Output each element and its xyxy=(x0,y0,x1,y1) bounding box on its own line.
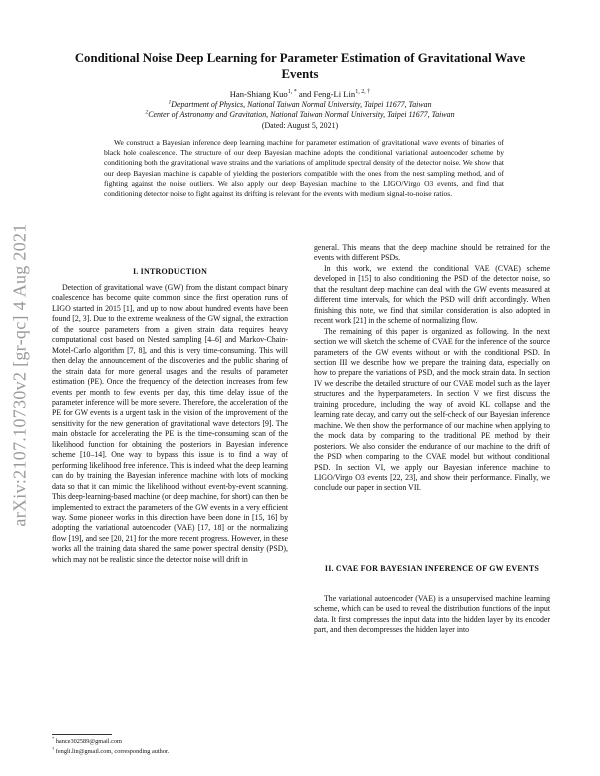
author-separator: and xyxy=(296,89,314,99)
right-column xyxy=(314,243,550,494)
section-heading: II. CVAE FOR BAYESIAN INFERENCE OF GW EVENTS xyxy=(324,564,540,573)
author-superscript: 1, 2, † xyxy=(355,89,371,96)
affiliation-mark: 1 xyxy=(168,99,172,106)
paragraph: In this work, we extend the conditional VAE (CVAE) scheme developed in [15] to also conditioning the PSD of the detector noise, so that the resultant deep machine can deal with the GW events measured at different time intervals, for which the PSD will drift accordingly. When finishing this note, we find that similar consideration is also adopted in recent work [21] in the scheme of normalizing flow. xyxy=(314,263,550,326)
affiliation-mark: 2 xyxy=(145,109,149,116)
author-line xyxy=(60,89,540,99)
paragraph: Detection of gravitational wave (GW) from the distant compact binary coalescence has become quite common since the first operation runs of LIGO started in 2015 [1], and up to now about hundred events have been found [2, 3]. Due to the extreme weakness of the GW signal, the extraction of the source parameters from a given strain data requires heavy computational cost based on Nested sampling [4–6] and Markov-Chain-Motel-Carlo algorithm [7, 8], and this is very time-consuming. This will then delay the announcement of the discoveries and the public sharing of the strain data for more general usages and the results of parameter estimation (PE). Once the frequency of the detection increases from few events per month to few events per day, this time delay issue of the parameter inference will be more severe. Therefore, the acceleration of the PE for GW events is a urgent task in the vision of the improvement of the sensitivity for the new generation of gravitational wave detectors [9]. The main obstacle for accelerating the PE is the time-consuming scan of the likelihood function for obtaining the posteriors in Bayesian inference scheme [10–14]. One way to bypass this issue is to find a way of performing likelihood free inference. This is indeed what the deep learning can do by training the Bayesian inference machine with lots of mocking data so that it can mimic the likelihood without event-by-event scanning. This deep-learning-based machine (or deep machine, for short) can then be implemented to extract the parameters of the GW events in a very efficient way. Some pioneer works in this direction have been done in [15, 16] by adopting the variational autoencoder (VAE) [17, 18] or the normalizing flow [19], and see [20, 21] for the more recent progress. However, in these works all the training data shared the same power spectral density (PSD), which may not be realistic since the detector noise will drift in xyxy=(52,283,288,564)
paper-title: Conditional Noise Deep Learning for Parameter Estimation of Gravitational Wave Events xyxy=(74,51,526,81)
affiliations xyxy=(60,100,540,120)
author-superscript: 1, * xyxy=(287,89,297,96)
date-line: (Dated: August 5, 2021) xyxy=(261,121,339,130)
footnote xyxy=(52,745,292,755)
paragraph: general. This means that the deep machine should be retrained for the events with different PSDs. xyxy=(314,243,550,263)
arxiv-identifier-sidebar xyxy=(8,210,32,540)
affiliation-text: Department of Physics, National Taiwan Normal University, Taipei 11677, Taiwan xyxy=(171,100,432,109)
footnote-mark: † xyxy=(52,745,55,751)
left-column xyxy=(52,283,288,565)
affiliation xyxy=(60,100,540,110)
footnote-rule xyxy=(52,734,112,735)
section-heading: I. INTRODUCTION xyxy=(132,267,208,276)
author-name: Feng-Li Lin xyxy=(313,89,356,99)
affiliation xyxy=(60,110,540,120)
paragraph: The remaining of this paper is organized as following. In the next section we will sketch the scheme of CVAE for the inference of the source parameters of the GW events without or with the conditional PSD. In section III we describe how we prepare the training data, especially on how to prepare the variations of PSD, and the mock strain data. In section IV we describe the detailed structure of our CVAE model such as the layer structures and the hyperparameters. In section V we first discuss the training procedure, including the way of avoid KL collapse and the learning rate decay, and carry out the self-check of our Bayesian inference machine. We then show the performance of our machine when applying to the mock data by comparing to the traditional PE method by their posteriors. We also consider the endurance of our machine to the drift of the PSD when comparing to the CVAE model but without conditional PSD. In section VI, we apply our Bayesian inference machine to LIGO/Virgo O3 events [22, 23], and show their performance. Finally, we conclude our paper in section VII. xyxy=(314,326,550,493)
right-column-lower xyxy=(314,594,550,636)
abstract: We construct a Bayesian inference deep learning machine for parameter estimation of gravitational wave events of binaries of black hole coalescence. The structure of our deep Bayesian machine adopts the conditional variational autoencoder scheme by conditioning both the gravitational wave strains and the variations of amplitude spectral density of the detector noise. We show that our deep Bayesian machine is capable of yielding the posteriors compatible with the ones from the nest sampling method, and of fighting against the noise outliers. We also apply our deep Bayesian machine to the LIGO/Virgo O3 events, and find that conditioning detector noise to fight against its drifting is relevant for the events with medium signal-to-noise ratios. xyxy=(104,138,504,199)
arxiv-identifier: arXiv:2107.10730v2 [gr-qc] 4 Aug 2021 xyxy=(9,223,30,527)
footnote xyxy=(52,735,292,745)
footnote-mark: * xyxy=(52,735,55,741)
footnote-text: hance302589@gmail.com xyxy=(55,738,122,745)
footnote-text: fengli.lin@gmail.com, corresponding author. xyxy=(55,748,170,755)
paragraph: The variational autoencoder (VAE) is a unsupervised machine learning scheme, which can be used to reveal the distribution functions of the input data. It first compresses the input data into the hidden layer by its encoder part, and then decompresses the hidden layer into xyxy=(314,594,550,635)
affiliation-text: Center of Astronomy and Gravitation, National Taiwan Normal University, Taipei 11677, Taiwan xyxy=(148,110,455,120)
author-name: Han-Shiang Kuo xyxy=(229,89,288,99)
